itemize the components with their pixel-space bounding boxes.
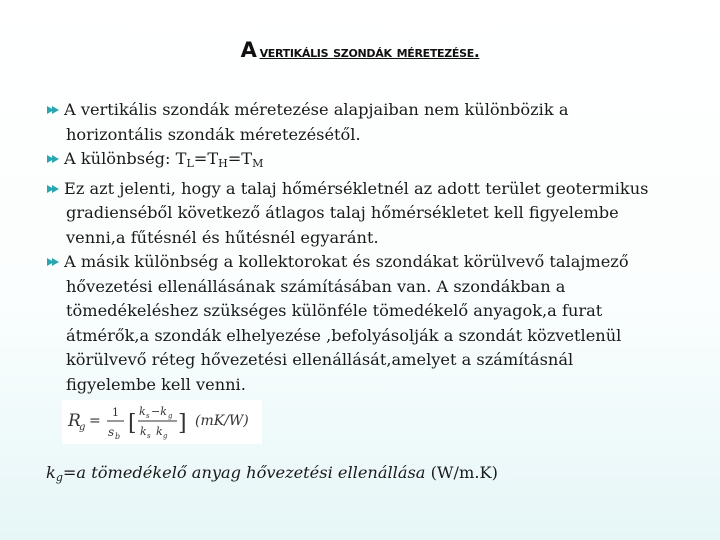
bullet-list bbox=[46, 98, 696, 397]
bullet-2-text bbox=[64, 147, 696, 177]
bullet-3-line-2: gradienséből következő átlagos talaj hőmérsékletet kell figyelembe bbox=[66, 203, 619, 222]
bullet-1-line-2: horizontális szondák méretezésétől. bbox=[66, 124, 361, 144]
title-initial: A bbox=[240, 38, 257, 62]
bullet-3-line-3: venni,a fűtésnél és hűtésnél egyaránt. bbox=[66, 227, 379, 247]
bullet-4-line-3: tömedékeléshez szükséges különféle tömedékelő anyagok,a furat bbox=[66, 301, 603, 320]
formula-bracket-right: ] bbox=[178, 411, 187, 436]
bullet-3-line-1: Ez azt jelenti, hogy a talaj hőmérsékletnél az adott terület geotermikus bbox=[64, 178, 649, 198]
formula-eq: = bbox=[89, 413, 101, 429]
title-rest: vertikális szondák méretezése. bbox=[259, 43, 480, 61]
bullet-item-4 bbox=[46, 250, 696, 397]
formula-inner-den-k: k bbox=[156, 425, 163, 438]
footer-k: k bbox=[46, 463, 56, 482]
footer-desc: =a tömedékelő anyag hővezetési ellenállása bbox=[62, 463, 426, 482]
bullet-4-line-1: A másik különbség a kollektorokat és szondákat körülvevő talajmező bbox=[64, 252, 629, 271]
bullet-4-line-2: hővezetési ellenállásának számításában van. A szondákban a bbox=[66, 276, 566, 296]
bullet-2-mid-2: =T bbox=[227, 149, 253, 168]
formula-frac-den-sub: b bbox=[115, 432, 121, 441]
formula-lhs: R bbox=[68, 411, 81, 431]
bullet-arrow-icon bbox=[46, 104, 60, 116]
formula-inner-num: k bbox=[139, 405, 146, 418]
formula-frac-num: 1 bbox=[112, 406, 119, 419]
bullet-2-lead: A különbség: T bbox=[64, 149, 187, 168]
footer-k-sub: g bbox=[55, 471, 63, 484]
bullet-item-1 bbox=[46, 98, 696, 147]
bullet-2-sub-m: M bbox=[252, 157, 264, 170]
bullet-arrow-icon bbox=[46, 256, 60, 268]
formula-inner-num-sub1: s bbox=[146, 412, 150, 420]
formula-unit: (mK/W) bbox=[195, 413, 249, 429]
bullet-2-sub-l: L bbox=[186, 157, 194, 170]
bullet-2-mid-1: =T bbox=[193, 149, 219, 168]
bullet-4-line-6: figyelembe kell venni. bbox=[66, 374, 246, 394]
formula-bracket-left: [ bbox=[128, 411, 137, 436]
slide-title bbox=[0, 38, 720, 62]
bullet-item-2 bbox=[46, 147, 696, 177]
footer-definition bbox=[46, 463, 498, 484]
formula-inner-den-sub1: s bbox=[147, 432, 151, 440]
bullet-1-line-1: A vertikális szondák méretezése alapjaiban nem különbözik a bbox=[64, 100, 569, 119]
bullet-arrow-icon bbox=[46, 183, 60, 195]
formula-lhs-sub: g bbox=[79, 422, 86, 433]
bullet-4-line-5: körülvevő réteg hővezetési ellenállását,amelyet a számításnál bbox=[66, 350, 574, 369]
formula-frac-den: s bbox=[108, 425, 115, 439]
formula-inner-den-sub2: g bbox=[163, 432, 168, 440]
formula-inner-minus: −k bbox=[151, 405, 167, 418]
footer-unit: (W/m.K) bbox=[425, 463, 498, 482]
formula-inner-num-sub2: g bbox=[168, 412, 173, 420]
formula-image bbox=[62, 400, 262, 444]
bullet-arrow-icon bbox=[46, 153, 60, 165]
bullet-2-sub-h: H bbox=[218, 157, 228, 170]
bullet-item-3 bbox=[46, 177, 696, 251]
bullet-4-line-4: átmérők,a szondák elhelyezése ,befolyásolják a szondát közvetlenül bbox=[66, 325, 622, 345]
formula-inner-den: k bbox=[140, 425, 147, 438]
